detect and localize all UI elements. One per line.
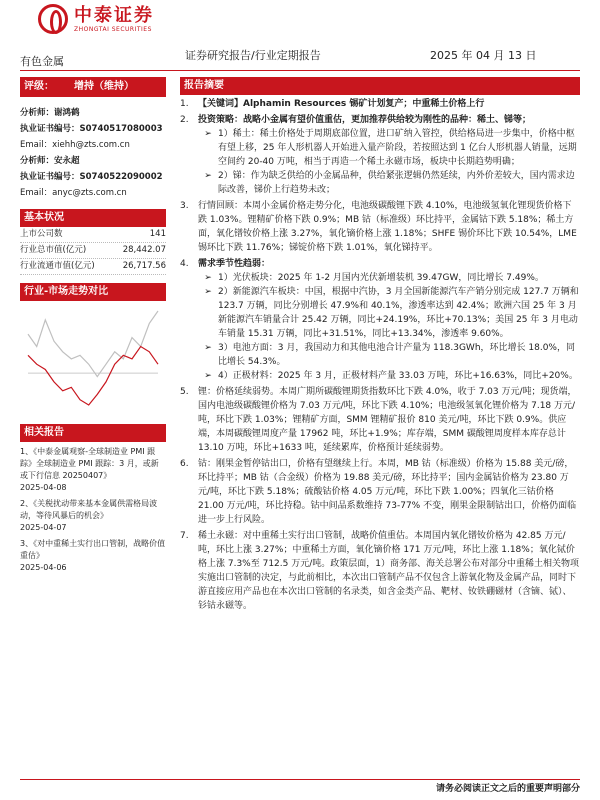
related-date: 2025-04-08 <box>20 483 67 492</box>
brand-name-en: ZHONGTAI SECURITIES <box>74 25 152 33</box>
item-text: 行情回顾：本周小金属价格走势分化，电池级碳酸锂下跌 4.10%，电池级氢氧化锂现货价格下跌 1.03%。锂精矿价格下跌 0.9%；MB 钴（标准级）环比持平，金属钴下跌 5.18%；稀土方面，氧化镨钕价格上涨 3.27%，氧化镝价格上涨 1.18%；SHFE 锡价环比下跌 10.54%，LME 锡环比下跌 11.76%；锑锭价格下跌 1.01%，氧化锑持平。 <box>198 201 577 253</box>
item-text: 稀土永磁：对中重稀土实行出口管制，战略价值重估。本周国内氧化镨钕价格为 42.85 万元/吨，环比上涨 3.27%；中重稀土方面，氧化镝价格 171 万元/吨，环比上涨 1.18%；氧化铽价格上涨 7.3%至 712.5 万元/吨。政策层面，1）商务部、海关总署公布对部分中重稀土相关物项实施出口管制的决定，与此前相比，本次出口管制产品不仅包含上游氧化物及金属产品，同时下游直接应用产品也在本次出口管制的名录类，如含金类产品、靶材、钕铁硼磁材（含镝、铽）、钐钴永磁等。 <box>198 531 579 611</box>
trend-title: 行业-市场走势对比 <box>20 283 166 301</box>
summary <box>180 77 580 613</box>
sub-text: 1）稀土：稀土价格处于周期底部位置，进口矿纳入管控，供给格局进一步集中，价格中枢有望上移，25 年人形机器人开始进入量产阶段，若按照达到 1 亿台人形机器人销量，远期空间约 20-40 万吨，相当于再造一个稀土永磁市场，板块中长期趋势明确； <box>218 129 577 167</box>
analyst-email[interactable]: xiehh@zts.com.cn <box>52 140 130 150</box>
analyst-email[interactable]: anyc@zts.com.cn <box>52 188 127 198</box>
sector-label: 有色金属 <box>20 55 64 68</box>
item-num: 2. <box>180 115 189 125</box>
logo-icon <box>38 4 68 34</box>
analyst-role: 分析师： <box>20 156 55 166</box>
basic-key: 行业总市值(亿元) <box>20 245 87 255</box>
basic-value: 141 <box>149 229 166 239</box>
summary-item <box>180 529 580 613</box>
basic-row <box>20 259 166 275</box>
footer-note: 请务必阅读正文之后的重要声明部分 <box>435 784 580 794</box>
cert-number: S0740517080003 <box>79 124 163 134</box>
sub-text: 3）电池方面：3 月，我国动力和其他电池合计产量为 118.3GWh，环比增长 18.0%，同比增长 54.3%。 <box>218 343 575 367</box>
related-item[interactable] <box>20 446 166 494</box>
brand-logo <box>38 4 154 34</box>
item-num: 6. <box>180 459 189 469</box>
basic-value: 28,442.07 <box>122 245 166 255</box>
series-line-1 <box>28 347 158 406</box>
analyst-role: 分析师： <box>20 108 55 118</box>
item-text: 需求季节性趋弱： <box>198 259 271 269</box>
related-date: 2025-04-06 <box>20 563 67 572</box>
sub-text: 1）光伏板块：2025 年 1-2 月国内光伏新增装机 39.47GW，同比增长 7.49%。 <box>218 273 544 283</box>
rating-value: 增持（维持） <box>74 81 134 92</box>
sub-item <box>198 127 580 169</box>
summary-item <box>180 113 580 127</box>
cert-label: 执业证书编号： <box>20 172 80 182</box>
sub-text: 2）锑：作为缺乏供给的小金属品种，供给紧张逻辑仍然延续，内外价差较大，国内需求边际改善，锑价上行趋势未改； <box>218 171 575 195</box>
rating-label: 评级： <box>24 81 54 92</box>
sub-item <box>198 341 580 369</box>
report-type: 证券研究报告/行业定期报告 <box>185 49 321 62</box>
basic-title: 基本状况 <box>20 209 166 227</box>
sidebar <box>20 77 166 574</box>
header-divider <box>20 70 580 71</box>
sub-text: 2）新能源汽车板块：中国，根据中汽协，3 月全国新能源汽车产销分别完成 127.7 万辆和 123.7 万辆，同比分别增长 47.9%和 40.1%，渗透率达到 42.4%；欧洲六国 25 年 3 月新能源汽车销量合计 25.42 万辆，同比+24.19%，环比+70.13%；美国 25 年 3 月电动车销量 15.31 万辆，同比+31.51%，同比+13.34%，渗透率 9.60%。 <box>218 287 579 339</box>
series-line-0 <box>28 311 158 377</box>
arrow-icon: ➢ <box>204 273 212 283</box>
arrow-icon: ➢ <box>204 287 212 297</box>
basic-value: 26,717.56 <box>122 261 166 271</box>
related-item[interactable] <box>20 498 166 534</box>
item-text: 投资策略：战略小金属有望价值重估，更加推荐供给较为刚性的品种：稀土、锑等； <box>198 115 532 125</box>
item-num: 4. <box>180 259 189 269</box>
brand-name: 中泰证券 <box>74 4 154 26</box>
arrow-icon: ➢ <box>204 171 212 181</box>
arrow-icon: ➢ <box>204 129 212 139</box>
summary-item <box>180 257 580 271</box>
rating-bar <box>20 77 166 97</box>
item-text: 【关键词】Alphamin Resources 锡矿计划复产；中重稀土价格上行 <box>198 99 485 109</box>
item-num: 7. <box>180 531 189 541</box>
footer-divider <box>20 779 580 780</box>
related-text[interactable]: 1、《中泰金属观察-全球制造业 PMI 跟踪》全球制造业 PMI 跟踪：3 月，或新或下行信息 20250407》 <box>20 447 159 480</box>
email-label: Email： <box>20 140 53 150</box>
summary-item <box>180 199 580 255</box>
related-date: 2025-04-07 <box>20 523 67 532</box>
arrow-icon: ➢ <box>204 343 212 353</box>
basic-key: 上市公司数 <box>20 229 63 239</box>
related-text[interactable]: 3、《对中重稀土实行出口管制，战略价值重估》 <box>20 539 166 560</box>
cert-label: 执业证书编号： <box>20 124 80 134</box>
analyst-name: 谢鸿鹤 <box>54 108 80 118</box>
sub-item <box>198 369 580 383</box>
sub-item <box>198 169 580 197</box>
related-text[interactable]: 2、《关税扰动带来基本金属供需格局波动，等待风暴后的机会》 <box>20 499 158 520</box>
arrow-icon: ➢ <box>204 371 212 381</box>
summary-title: 报告摘要 <box>180 77 580 95</box>
basic-row <box>20 227 166 243</box>
basic-key: 行业流通市值(亿元) <box>20 261 95 271</box>
analyst-name: 安永超 <box>54 156 80 166</box>
item-num: 1. <box>180 99 189 109</box>
summary-item <box>180 457 580 527</box>
cert-number: S0740522090002 <box>79 172 163 182</box>
analyst-block <box>20 105 166 201</box>
sub-item <box>198 285 580 341</box>
sub-item <box>198 271 580 285</box>
related-title: 相关报告 <box>20 424 166 442</box>
report-date: 2025 年 04 月 13 日 <box>430 49 537 62</box>
basic-row <box>20 243 166 259</box>
item-num: 3. <box>180 201 189 211</box>
sub-text: 4）正极材料：2025 年 3 月，正极材料产量 33.03 万吨，环比+16.63%，同比+20%。 <box>218 371 578 381</box>
item-text: 锂：价格延续弱势。本周广期所碳酸锂期货指数环比下跌 4.0%，收于 7.03 万元/吨；现货端，国内电池级碳酸锂价格为 7.03 万元/吨，环比下跌 4.10%；电池级氢氧化锂价格为 7.18 万元/吨，环比下跌 1.03%；锂精矿方面，SMM 锂精矿报价 810 美元/吨，环比下跌 0.9%。供应端，本周碳酸锂周度产量 17962 吨，环比+1.9%；库存端，SMM 碳酸锂周度样本库存总计 13.10 万吨，环比+1633 吨，延续累库，价格预计延续弱势。 <box>198 387 577 453</box>
item-num: 5. <box>180 387 189 397</box>
trend-chart <box>20 303 166 413</box>
related-item[interactable] <box>20 538 166 574</box>
summary-item <box>180 385 580 455</box>
summary-item <box>180 97 580 111</box>
email-label: Email： <box>20 188 53 198</box>
item-text: 钴：刚果金暂停钴出口，价格有望继续上行。本周，MB 钴（标准级）价格为 15.88 美元/磅，环比持平；MB 钴（合金级）价格为 19.88 美元/磅，环比持平；国内金属钴价格为 23.80 万元/吨，环比下跌 5.18%；硫酸钴价格 4.05 万元/吨，环比下跌 1.00%；四氧化三钴价格 21.00 万元/吨，环比持稳。钴中间品系数维持 73-77% 不变，刚果金限制钴出口，价格仍面临进一步上行风险。 <box>198 459 577 525</box>
